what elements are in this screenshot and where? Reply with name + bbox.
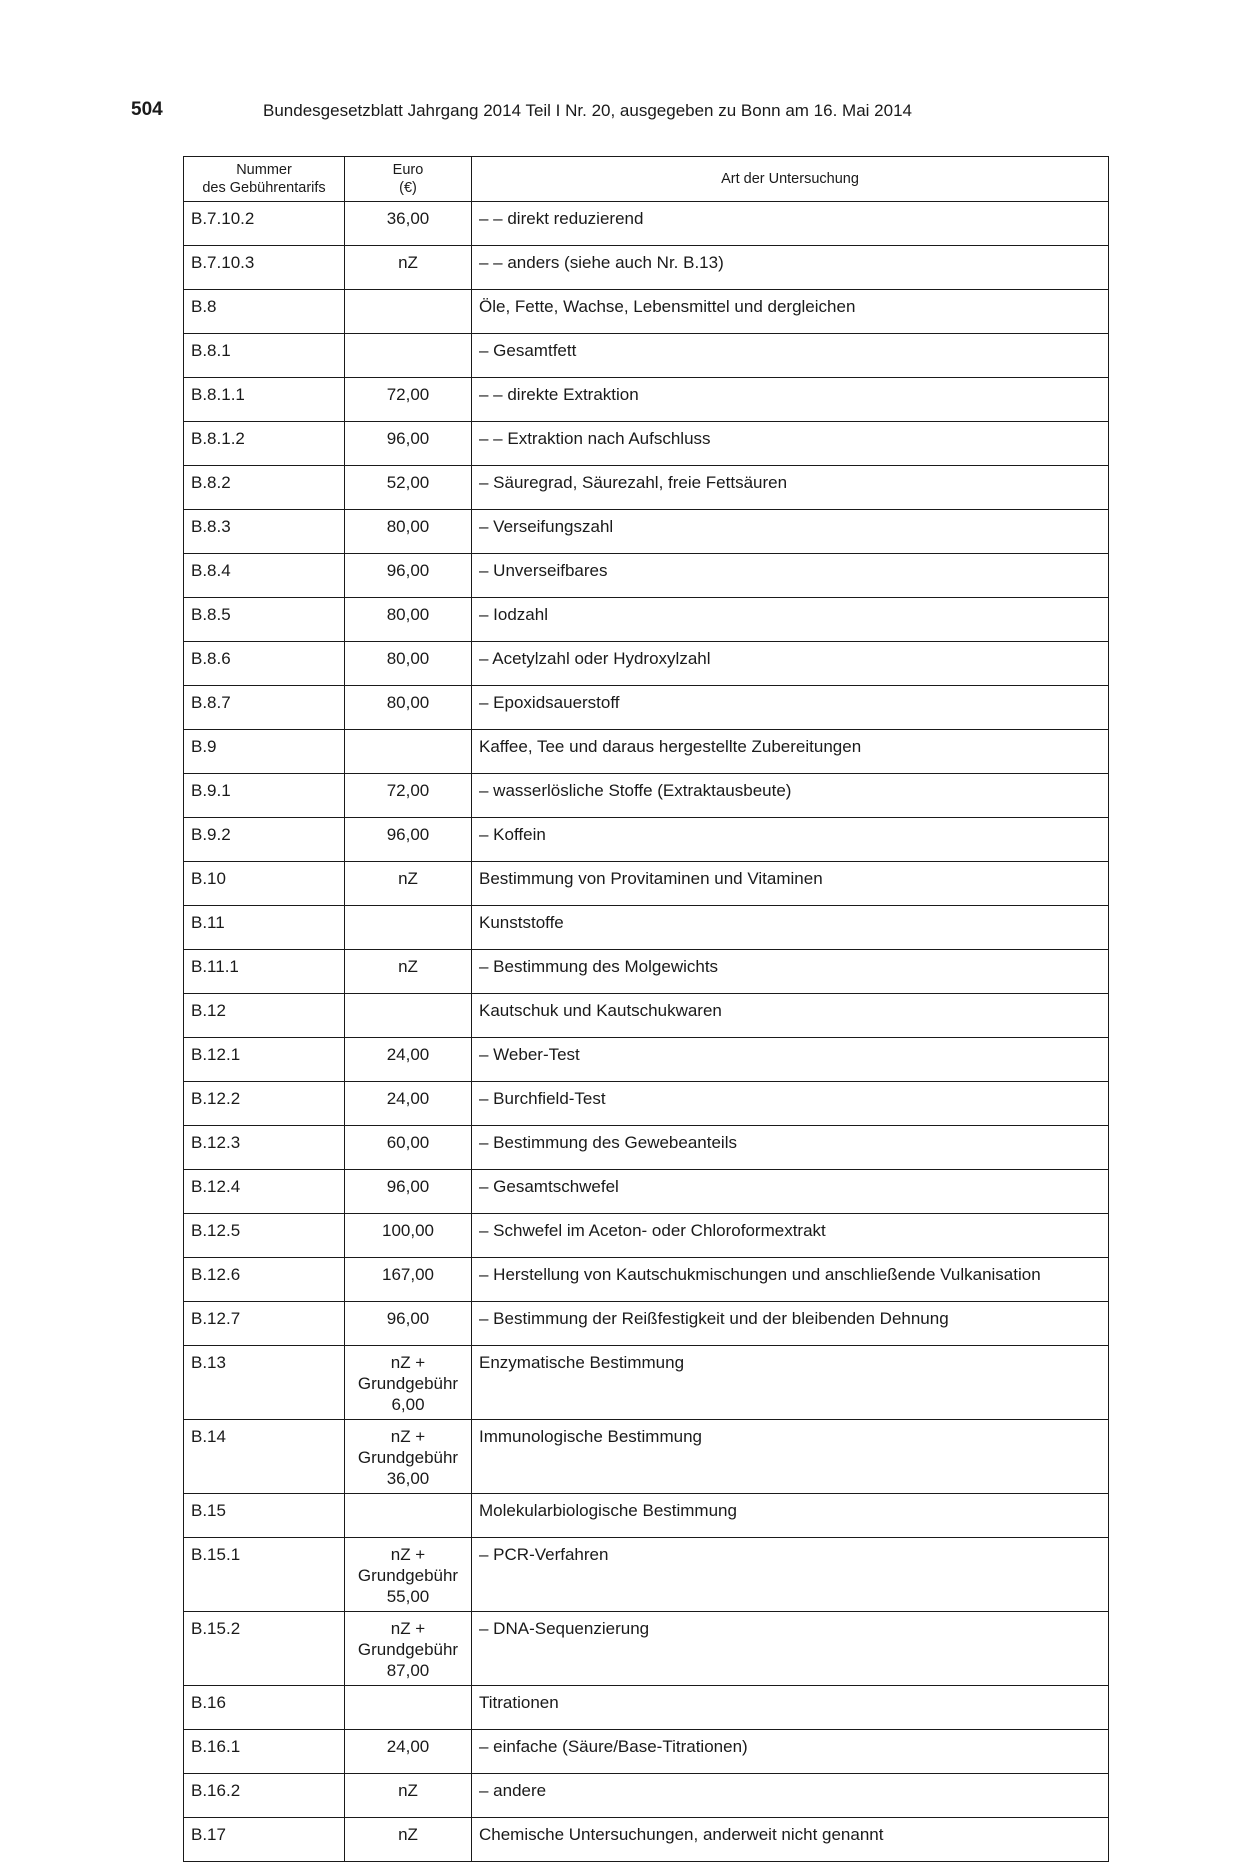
table-row: [184, 862, 1109, 906]
fee-number: B.16: [184, 1686, 345, 1730]
page-number: 504: [131, 99, 163, 120]
fee-amount: [345, 1538, 472, 1612]
fee-number: B.17: [184, 1818, 345, 1862]
column-header-number-line1: Nummer: [236, 162, 292, 178]
fee-number: B.13: [184, 1346, 345, 1420]
fee-number: B.16.2: [184, 1774, 345, 1818]
fee-amount-line: 87,00: [386, 1661, 430, 1680]
fee-number: B.9: [184, 730, 345, 774]
fee-amount-line: 55,00: [386, 1587, 430, 1606]
fee-number: B.7.10.2: [184, 202, 345, 246]
fee-amount: [345, 1346, 472, 1420]
table-row: [184, 202, 1109, 246]
fee-description: Kautschuk und Kautschukwaren: [472, 994, 1109, 1038]
fee-description: – wasserlösliche Stoffe (Extraktausbeute): [472, 774, 1109, 818]
table-row: [184, 994, 1109, 1038]
fee-number: B.12.6: [184, 1258, 345, 1302]
fee-number: B.15.2: [184, 1612, 345, 1686]
fee-amount: 80,00: [345, 686, 472, 730]
table-row: [184, 1494, 1109, 1538]
fee-amount: nZ: [345, 1774, 472, 1818]
fee-description: Kunststoffe: [472, 906, 1109, 950]
table-row: [184, 1420, 1109, 1494]
table-row: [184, 1774, 1109, 1818]
fee-number: B.9.1: [184, 774, 345, 818]
fee-number: B.8.6: [184, 642, 345, 686]
fee-description: – Bestimmung des Molgewichts: [472, 950, 1109, 994]
fee-number: B.8.4: [184, 554, 345, 598]
fee-number: B.12: [184, 994, 345, 1038]
table-row: [184, 334, 1109, 378]
fee-description: – – direkt reduzierend: [472, 202, 1109, 246]
fee-number: B.15: [184, 1494, 345, 1538]
table-row: [184, 906, 1109, 950]
table-row: [184, 1538, 1109, 1612]
fee-number: B.12.3: [184, 1126, 345, 1170]
fee-number: B.11: [184, 906, 345, 950]
fee-amount: 80,00: [345, 598, 472, 642]
fee-description: – andere: [472, 1774, 1109, 1818]
fee-amount: [345, 1686, 472, 1730]
table-row: [184, 686, 1109, 730]
fee-description: – – direkte Extraktion: [472, 378, 1109, 422]
fee-amount-line: 36,00: [386, 1469, 430, 1488]
fee-amount: 96,00: [345, 554, 472, 598]
column-header-euro-line1: Euro: [392, 162, 424, 178]
column-header-description: Art der Untersuchung: [472, 157, 1109, 202]
table-header-row: [184, 157, 1109, 202]
table-row: [184, 1038, 1109, 1082]
fee-description: Immunologische Bestimmung: [472, 1420, 1109, 1494]
fee-amount: 100,00: [345, 1214, 472, 1258]
fee-number: B.12.4: [184, 1170, 345, 1214]
fee-amount: nZ: [345, 950, 472, 994]
fee-description: – einfache (Säure/Base-Titrationen): [472, 1730, 1109, 1774]
table-row: [184, 730, 1109, 774]
fee-description: – Säuregrad, Säurezahl, freie Fettsäuren: [472, 466, 1109, 510]
running-title: Bundesgesetzblatt Jahrgang 2014 Teil I Nr. 20, ausgegeben zu Bonn am 16. Mai 2014: [263, 101, 912, 120]
fee-amount: 80,00: [345, 510, 472, 554]
fee-amount-line: nZ +: [390, 1427, 426, 1446]
table-row: [184, 1730, 1109, 1774]
fee-description: Kaffee, Tee und daraus hergestellte Zubereitungen: [472, 730, 1109, 774]
table-row: [184, 1082, 1109, 1126]
fee-amount: [345, 730, 472, 774]
fee-number: B.12.7: [184, 1302, 345, 1346]
table-row: [184, 1126, 1109, 1170]
table-row: [184, 598, 1109, 642]
table-row: [184, 554, 1109, 598]
fee-amount: 24,00: [345, 1082, 472, 1126]
fee-number: B.8.3: [184, 510, 345, 554]
fee-amount: 60,00: [345, 1126, 472, 1170]
fee-description: – Schwefel im Aceton- oder Chloroformextrakt: [472, 1214, 1109, 1258]
fee-number: B.8.1.1: [184, 378, 345, 422]
fee-amount-line: nZ +: [390, 1353, 426, 1372]
fee-amount: [345, 1420, 472, 1494]
fee-amount: 96,00: [345, 422, 472, 466]
fee-table: [183, 156, 1109, 1862]
table-row: [184, 510, 1109, 554]
column-header-euro: [345, 157, 472, 202]
table-row: [184, 1170, 1109, 1214]
fee-amount: 36,00: [345, 202, 472, 246]
fee-amount: [345, 994, 472, 1038]
fee-description: – Bestimmung des Gewebeanteils: [472, 1126, 1109, 1170]
table-row: [184, 1214, 1109, 1258]
fee-amount-line: nZ +: [390, 1619, 426, 1638]
fee-description: – Verseifungszahl: [472, 510, 1109, 554]
fee-amount-line: Grundgebühr: [357, 1448, 459, 1467]
fee-description: – Gesamtschwefel: [472, 1170, 1109, 1214]
fee-number: B.10: [184, 862, 345, 906]
fee-number: B.11.1: [184, 950, 345, 994]
fee-description: – Weber-Test: [472, 1038, 1109, 1082]
fee-number: B.12.5: [184, 1214, 345, 1258]
fee-description: Chemische Untersuchungen, anderweit nicht genannt: [472, 1818, 1109, 1862]
fee-description: – Koffein: [472, 818, 1109, 862]
fee-amount: [345, 290, 472, 334]
table-row: [184, 1686, 1109, 1730]
fee-amount: 24,00: [345, 1730, 472, 1774]
fee-amount: 96,00: [345, 818, 472, 862]
fee-number: B.8.2: [184, 466, 345, 510]
fee-description: Bestimmung von Provitaminen und Vitaminen: [472, 862, 1109, 906]
fee-number: B.8.5: [184, 598, 345, 642]
fee-amount: [345, 906, 472, 950]
table-row: [184, 950, 1109, 994]
fee-number: B.14: [184, 1420, 345, 1494]
table-row: [184, 466, 1109, 510]
fee-description: – – anders (siehe auch Nr. B.13): [472, 246, 1109, 290]
fee-amount-line: nZ +: [390, 1545, 426, 1564]
fee-number: B.9.2: [184, 818, 345, 862]
column-header-number-line2: des Gebührentarifs: [202, 180, 326, 196]
table-row: [184, 642, 1109, 686]
fee-amount: 24,00: [345, 1038, 472, 1082]
fee-description: Enzymatische Bestimmung: [472, 1346, 1109, 1420]
fee-number: B.8.7: [184, 686, 345, 730]
fee-number: B.8: [184, 290, 345, 334]
fee-amount-line: 6,00: [391, 1395, 425, 1414]
fee-amount-line: Grundgebühr: [357, 1374, 459, 1393]
table-row: [184, 1818, 1109, 1862]
fee-description: – Burchfield-Test: [472, 1082, 1109, 1126]
fee-amount: [345, 1612, 472, 1686]
table-row: [184, 818, 1109, 862]
table-row: [184, 378, 1109, 422]
fee-amount: 72,00: [345, 378, 472, 422]
fee-number: B.12.1: [184, 1038, 345, 1082]
fee-amount: nZ: [345, 246, 472, 290]
fee-description: – Iodzahl: [472, 598, 1109, 642]
fee-number: B.8.1: [184, 334, 345, 378]
fee-number: B.16.1: [184, 1730, 345, 1774]
fee-description: – PCR-Verfahren: [472, 1538, 1109, 1612]
table-row: [184, 290, 1109, 334]
fee-amount-line: Grundgebühr: [357, 1640, 459, 1659]
fee-number: B.7.10.3: [184, 246, 345, 290]
fee-amount: nZ: [345, 862, 472, 906]
fee-amount: 96,00: [345, 1302, 472, 1346]
table-row: [184, 1302, 1109, 1346]
fee-amount: [345, 334, 472, 378]
fee-number: B.15.1: [184, 1538, 345, 1612]
fee-description: – Unverseifbares: [472, 554, 1109, 598]
fee-amount: 167,00: [345, 1258, 472, 1302]
fee-amount: 80,00: [345, 642, 472, 686]
fee-amount: [345, 1494, 472, 1538]
fee-description: – Gesamtfett: [472, 334, 1109, 378]
table-row: [184, 246, 1109, 290]
table-row: [184, 1346, 1109, 1420]
table-row: [184, 774, 1109, 818]
fee-amount: nZ: [345, 1818, 472, 1862]
fee-number: B.12.2: [184, 1082, 345, 1126]
table-row: [184, 422, 1109, 466]
fee-amount: 52,00: [345, 466, 472, 510]
fee-amount: 72,00: [345, 774, 472, 818]
fee-amount: 96,00: [345, 1170, 472, 1214]
table-row: [184, 1612, 1109, 1686]
column-header-number: [184, 157, 345, 202]
fee-description: – Epoxidsauerstoff: [472, 686, 1109, 730]
fee-description: – – Extraktion nach Aufschluss: [472, 422, 1109, 466]
fee-description: Titrationen: [472, 1686, 1109, 1730]
fee-description: – Herstellung von Kautschukmischungen und anschließende Vulkanisation: [472, 1258, 1109, 1302]
table-row: [184, 1258, 1109, 1302]
fee-description: – Bestimmung der Reißfestigkeit und der bleibenden Dehnung: [472, 1302, 1109, 1346]
fee-description: – Acetylzahl oder Hydroxylzahl: [472, 642, 1109, 686]
fee-description: Öle, Fette, Wachse, Lebensmittel und dergleichen: [472, 290, 1109, 334]
fee-amount-line: Grundgebühr: [357, 1566, 459, 1585]
fee-number: B.8.1.2: [184, 422, 345, 466]
fee-description: – DNA-Sequenzierung: [472, 1612, 1109, 1686]
column-header-euro-line2: (€): [399, 180, 417, 196]
fee-description: Molekularbiologische Bestimmung: [472, 1494, 1109, 1538]
